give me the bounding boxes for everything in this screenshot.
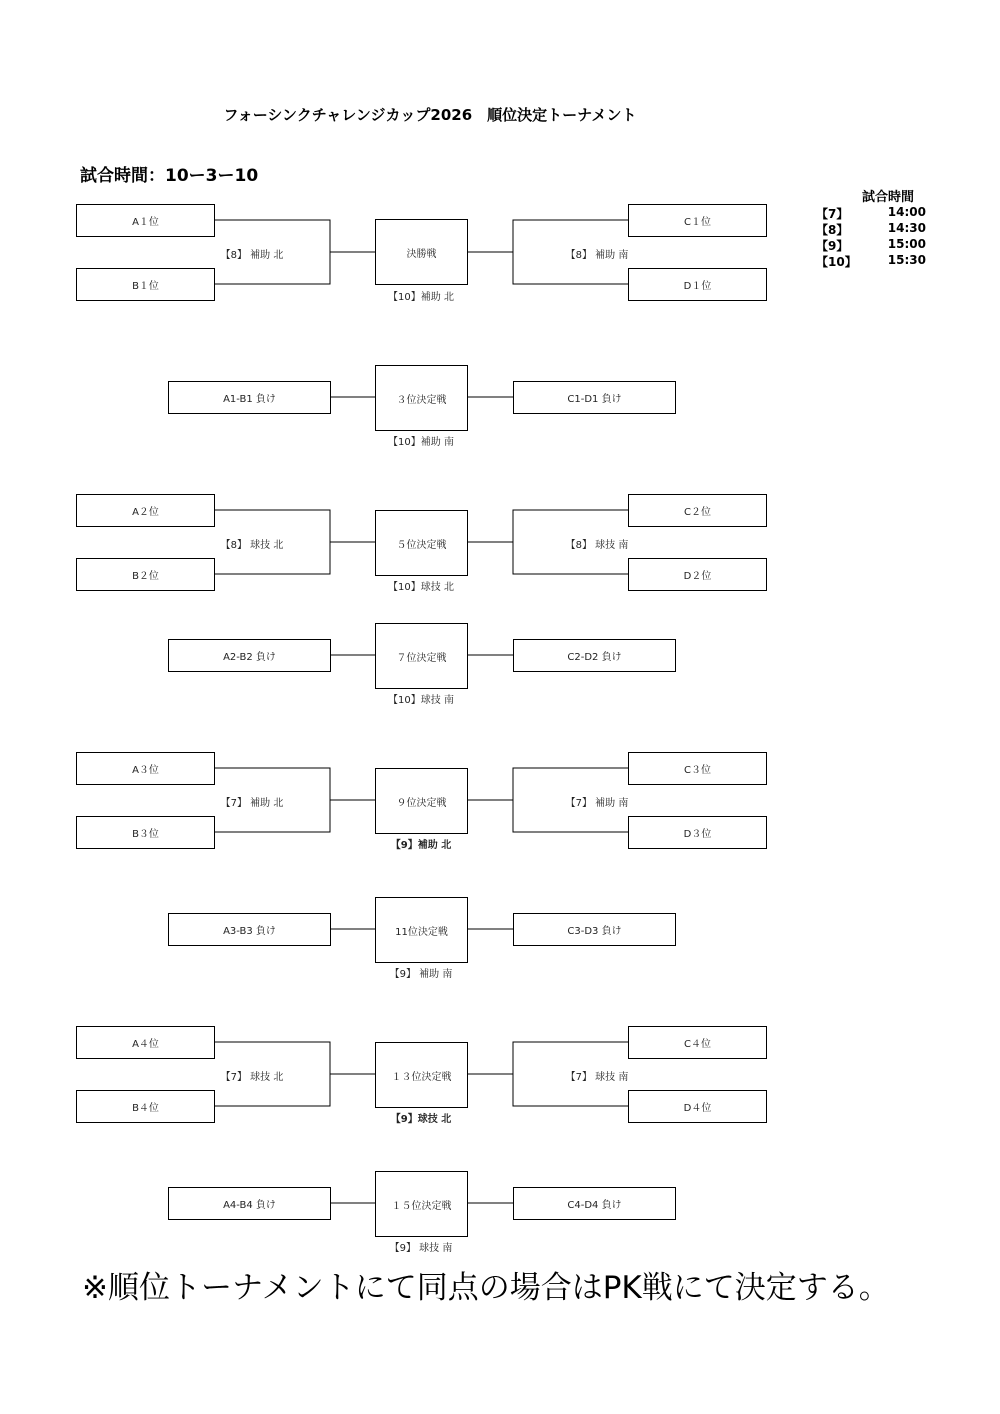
seventh-place-venue: 【10】球技 南 [388,695,454,706]
schedule-code: 【10】 [816,255,857,269]
team-slot-c3: C３位 [628,752,767,785]
team-slot-b2: B２位 [76,558,215,591]
team-slot-a1: A１位 [76,204,215,237]
team-slot-c2: C２位 [628,494,767,527]
team-slot-loser: C2-D2 負け [513,639,676,672]
schedule-time: 14:00 [887,205,926,219]
schedule-code: 【7】 [816,207,849,221]
team-slot-c1: C１位 [628,204,767,237]
thirteenth-place-venue: 【9】球技 北 [390,1114,452,1125]
match-venue-label: 【8】 球技 北 [220,540,284,551]
team-slot-b3: B３位 [76,816,215,849]
team-slot-b4: B４位 [76,1090,215,1123]
ninth-place-match-box: ９位決定戦 [375,768,468,834]
schedule-code: 【9】 [816,239,849,253]
match-venue-label: 【7】 球技 北 [220,1072,284,1083]
team-slot-loser: C3-D3 負け [513,913,676,946]
match-venue-label: 【8】 補助 南 [565,250,629,261]
ninth-place-venue: 【9】補助 北 [390,840,452,851]
team-slot-loser: A3-B3 負け [168,913,331,946]
match-time-label: 試合時間：10ー3ー10 [80,166,259,186]
fifth-place-venue: 【10】球技 北 [388,582,454,593]
team-slot-loser: A1-B1 負け [168,381,331,414]
team-slot-a3: A３位 [76,752,215,785]
schedule-time: 15:00 [887,237,926,251]
seventh-place-match-box: ７位決定戦 [375,623,468,689]
schedule-code: 【8】 [816,223,849,237]
final-venue: 【10】補助 北 [388,292,454,303]
third-place-venue: 【10】補助 南 [388,437,454,448]
match-venue-label: 【7】 補助 北 [220,798,284,809]
team-slot-loser: C1-D1 負け [513,381,676,414]
fifteenth-place-venue: 【9】 球技 南 [389,1243,453,1254]
team-slot-loser: A2-B2 負け [168,639,331,672]
team-slot-d3: D３位 [628,816,767,849]
team-slot-a2: A２位 [76,494,215,527]
schedule-time: 14:30 [887,221,926,235]
team-slot-d4: D４位 [628,1090,767,1123]
team-slot-a4: A４位 [76,1026,215,1059]
thirteenth-place-match-box: １３位決定戦 [375,1042,468,1108]
match-venue-label: 【8】 球技 南 [565,540,629,551]
fifteenth-place-match-box: １５位決定戦 [375,1171,468,1237]
match-venue-label: 【7】 球技 南 [565,1072,629,1083]
team-slot-loser: C4-D4 負け [513,1187,676,1220]
eleventh-place-match-box: 11位決定戦 [375,897,468,963]
page-title: フォーシンクチャレンジカップ2026 順位決定トーナメント [223,106,637,124]
team-slot-d2: D２位 [628,558,767,591]
footer-note: ※順位トーナメントにて同点の場合はPK戦にて決定する。 [82,1270,890,1306]
fifth-place-match-box: ５位決定戦 [375,510,468,576]
team-slot-c4: C４位 [628,1026,767,1059]
schedule-time: 15:30 [887,253,926,267]
team-slot-d1: D１位 [628,268,767,301]
third-place-match-box: ３位決定戦 [375,365,468,431]
final-match-box: 決勝戦 [375,219,468,285]
match-venue-label: 【8】 補助 北 [220,250,284,261]
team-slot-loser: A4-B4 負け [168,1187,331,1220]
schedule-heading: 試合時間 [862,190,915,205]
eleventh-place-venue: 【9】 補助 南 [389,969,453,980]
team-slot-b1: B１位 [76,268,215,301]
match-venue-label: 【7】 補助 南 [565,798,629,809]
